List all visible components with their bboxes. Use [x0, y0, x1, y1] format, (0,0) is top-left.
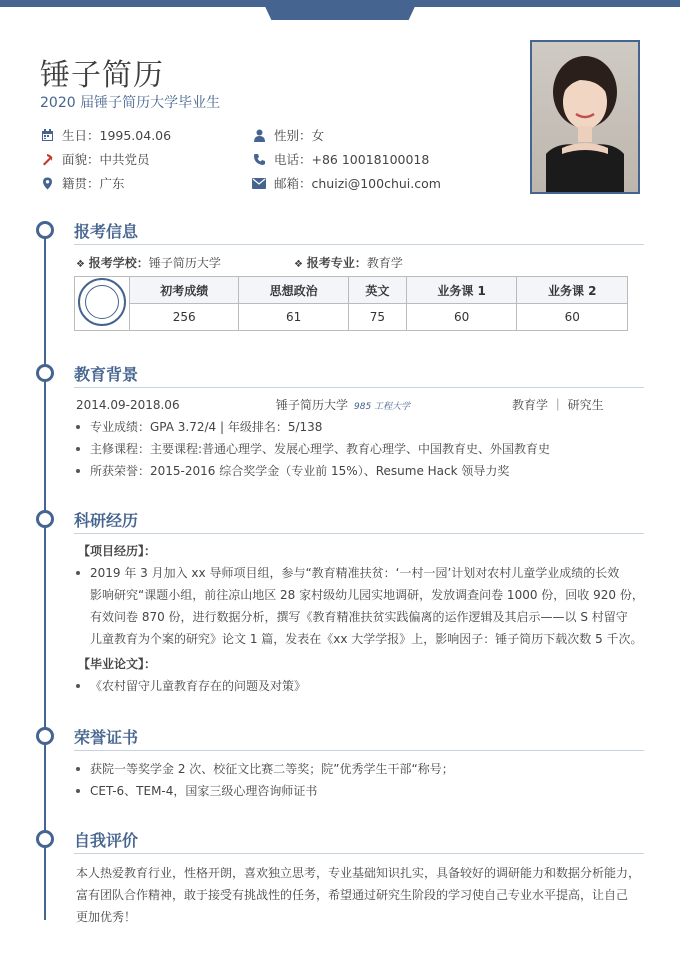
score-value: 75	[348, 304, 406, 331]
project-line: 有效问卷 870 份，进行数据分析，撰写《教育精准扶贫实践偏离的运作逻辑及其启示——以 S 村留守	[90, 610, 628, 624]
score-value: 256	[130, 304, 239, 331]
list-item: 专业成绩：GPA 3.72/4 | 年级排名：5/138	[78, 416, 322, 438]
birthday-text: 生日：1995.04.06	[62, 128, 172, 143]
score-header: 业务课 1	[406, 277, 517, 304]
mail-icon	[252, 176, 266, 190]
timeline-line	[44, 236, 46, 920]
diamond-icon: ❖	[76, 259, 85, 270]
gender-text: 性别：女	[274, 128, 325, 143]
politics-text: 面貌：中共党员	[62, 152, 150, 167]
info-birthday	[40, 126, 171, 144]
section-title-self: 自我评价	[74, 831, 139, 850]
section-marker-research	[36, 510, 54, 528]
major-value: 教育学	[366, 256, 403, 270]
section-marker-apply	[36, 221, 54, 239]
diamond-icon: ❖	[294, 259, 303, 270]
score-value: 60	[406, 304, 517, 331]
self-line: 更加优秀！	[76, 910, 137, 924]
person-icon	[252, 128, 266, 142]
resume-name: 锤子简历	[40, 58, 164, 93]
apply-major	[294, 252, 403, 276]
university-seal-icon	[78, 278, 126, 326]
section-title-research: 科研经历	[74, 511, 139, 530]
info-phone	[252, 150, 429, 168]
resume-subtitle: 2020 届锤子简历大学毕业生	[40, 95, 221, 111]
info-politics	[40, 150, 150, 168]
score-value: 61	[239, 304, 348, 331]
list-item: 获院一等奖学金 2 次、校征文比赛二等奖；院”优秀学生干部“称号；	[78, 758, 454, 780]
education-school-name: 锤子简历大学	[276, 398, 349, 412]
score-value: 60	[517, 304, 628, 331]
score-header: 业务课 2	[517, 277, 628, 304]
school-value: 锤子简历大学	[148, 256, 221, 270]
score-table-header	[75, 277, 628, 304]
education-degree: 教育学 ｜ 研究生	[512, 398, 604, 412]
top-tab-decoration	[262, 0, 418, 20]
score-table-row	[75, 304, 628, 331]
apply-school	[76, 252, 221, 276]
section-title-apply: 报考信息	[74, 222, 139, 241]
education-tag: 985 工程大学	[354, 402, 411, 412]
calendar-icon	[40, 128, 54, 142]
info-email	[252, 174, 441, 192]
education-period: 2014.09-2018.06	[76, 398, 180, 412]
thesis-label: 【毕业论文】：	[78, 657, 157, 671]
section-marker-self	[36, 830, 54, 848]
score-header: 初考成绩	[130, 277, 239, 304]
score-table	[74, 276, 628, 331]
list-item: 2019 年 3 月加入 xx 导师项目组，参与“教育精准扶贫：‘一村一园’计划对农村儿童学业成绩的长效	[78, 562, 619, 584]
section-rule	[74, 533, 644, 534]
section-marker-education	[36, 364, 54, 382]
location-pin-icon	[40, 176, 54, 190]
phone-text: 电话：+86 10018100018	[274, 152, 430, 167]
section-rule	[74, 853, 644, 854]
hometown-text: 籍贯：广东	[62, 176, 125, 191]
score-header: 英文	[348, 277, 406, 304]
self-line: 本人热爱教育行业，性格开朗，喜欢独立思考，专业基础知识扎实，具备较好的调研能力和数据分析能力，	[76, 866, 641, 880]
party-emblem-icon	[40, 152, 54, 166]
university-seal-cell	[75, 277, 130, 331]
info-gender	[252, 126, 324, 144]
education-school	[276, 394, 410, 418]
self-line: 富有团队合作精神，敢于接受有挑战性的任务，希望通过研究生阶段的学习使自己专业水平提高，让自己	[76, 888, 629, 902]
profile-photo	[530, 40, 640, 194]
project-label: 【项目经历】：	[78, 544, 157, 558]
email-text[interactable]: 邮箱：chuizi@100chui.com	[274, 176, 441, 191]
section-title-education: 教育背景	[74, 365, 139, 384]
section-rule	[74, 750, 644, 751]
score-header: 思想政治	[239, 277, 348, 304]
section-marker-honors	[36, 727, 54, 745]
section-rule	[74, 244, 644, 245]
major-label: 报考专业：	[306, 256, 367, 270]
project-line: 儿童教育为个案的研究》论文 1 篇，发表在《xx 大学学报》上，影响因子：锤子简历下载次数 5 千次。	[90, 632, 643, 646]
section-title-honors: 荣誉证书	[74, 728, 139, 747]
phone-icon	[252, 152, 266, 166]
info-hometown	[40, 174, 125, 192]
list-item: CET-6、TEM-4，国家三级心理咨询师证书	[78, 780, 317, 802]
list-item: 所获荣誉：2015-2016 综合奖学金（专业前 15%）、Resume Hack 领导力奖	[78, 460, 509, 482]
school-label: 报考学校：	[88, 256, 149, 270]
section-rule	[74, 387, 644, 388]
list-item: 《农村留守儿童教育存在的问题及对策》	[78, 675, 306, 697]
list-item: 主修课程：主要课程:普通心理学、发展心理学、教育心理学、中国教育史、外国教育史	[78, 438, 550, 460]
project-line: 影响研究“课题小组，前往凉山地区 28 家村级幼儿园实地调研，发放调查问卷 1000 份，回收 920 份，	[90, 588, 644, 602]
